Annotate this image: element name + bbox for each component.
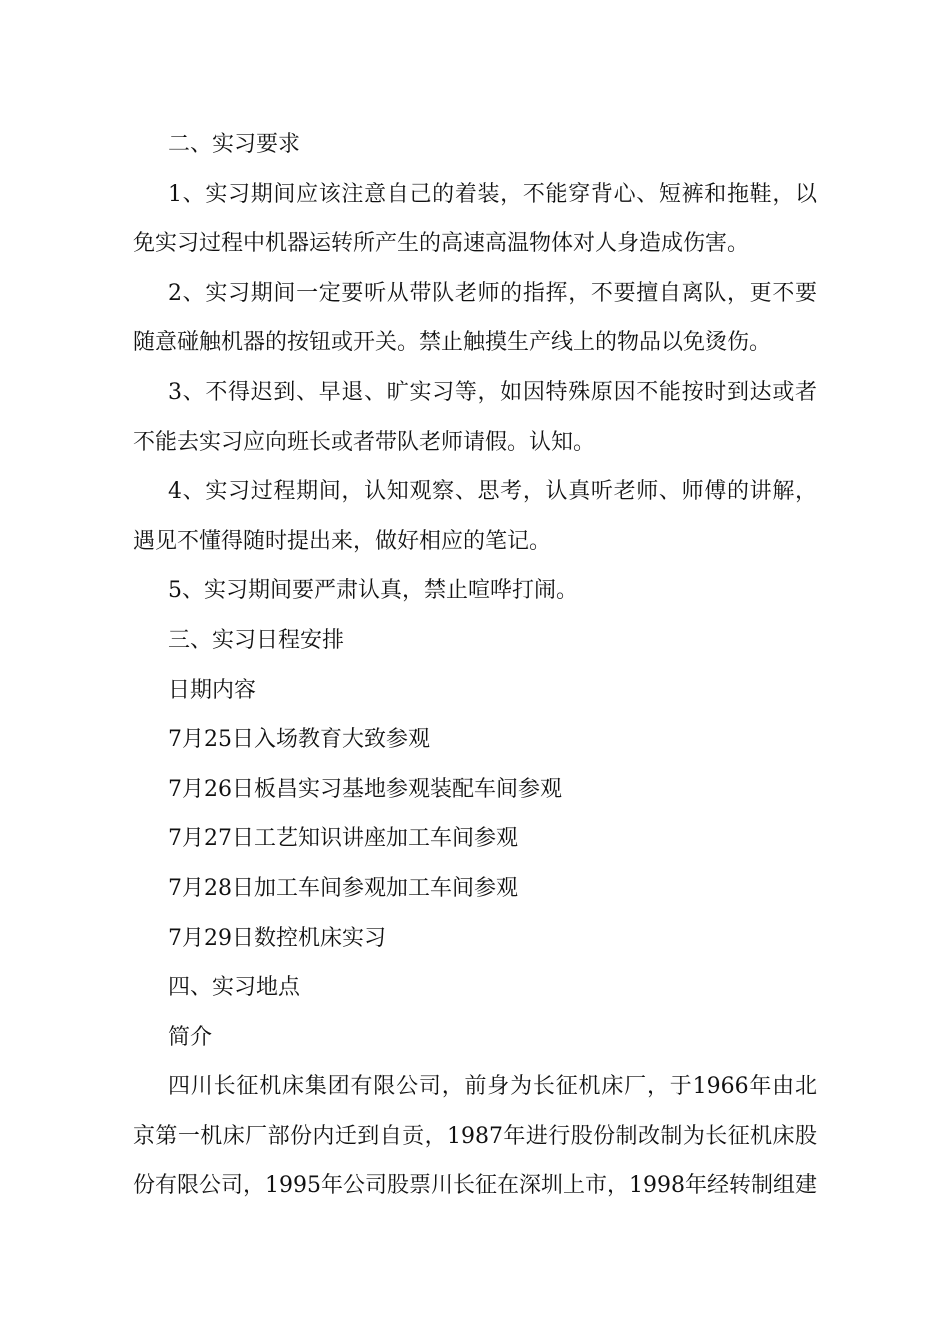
- text-line: 份有限公司，1995年公司股票川长征在深圳上市，1998年经转制组建: [133, 1173, 817, 1199]
- text-line: 2、实习期间一定要听从带队老师的指挥，不要擅自离队，更不要: [168, 280, 817, 306]
- text-line: 四、实习地点: [168, 975, 301, 1001]
- text-line: 7月27日工艺知识讲座加工车间参观: [168, 826, 518, 852]
- text-line: 3、不得迟到、早退、旷实习等，如因特殊原因不能按时到达或者: [168, 379, 817, 405]
- text-line: 四川长征机床集团有限公司，前身为长征机床厂，于1966年由北: [168, 1074, 817, 1100]
- text-line: 免实习过程中机器运转所产生的高速高温物体对人身造成伤害。: [133, 231, 750, 257]
- text-line: 遇见不懂得随时提出来，做好相应的笔记。: [133, 528, 552, 554]
- text-line: 4、实习过程期间，认知观察、思考，认真听老师、师傅的讲解，: [168, 479, 817, 505]
- text-line: 7月26日板昌实习基地参观装配车间参观: [168, 776, 562, 802]
- text-line: 京第一机床厂部份内迁到自贡，1987年进行股份制改制为长征机床股: [133, 1123, 817, 1149]
- text-line: 不能去实习应向班长或者带队老师请假。认知。: [133, 429, 596, 455]
- text-line: 7月29日数控机床实习: [168, 925, 386, 951]
- text-line: 5、实习期间要严肃认真，禁止喧哗打闹。: [168, 578, 578, 604]
- text-line: 三、实习日程安排: [168, 627, 345, 653]
- text-line: 日期内容: [168, 677, 257, 703]
- text-line: 二、实习要求: [168, 132, 301, 157]
- text-line: 随意碰触机器的按钮或开关。禁止触摸生产线上的物品以免烫伤。: [133, 330, 772, 356]
- text-line: 7月28日加工车间参观加工车间参观: [168, 875, 518, 901]
- document-body: [133, 120, 817, 1211]
- text-line: 简介: [168, 1024, 213, 1050]
- text-line: 7月25日入场教育大致参观: [168, 727, 430, 753]
- text-line: 1、实习期间应该注意自己的着装，不能穿背心、短裤和拖鞋，以: [168, 181, 817, 207]
